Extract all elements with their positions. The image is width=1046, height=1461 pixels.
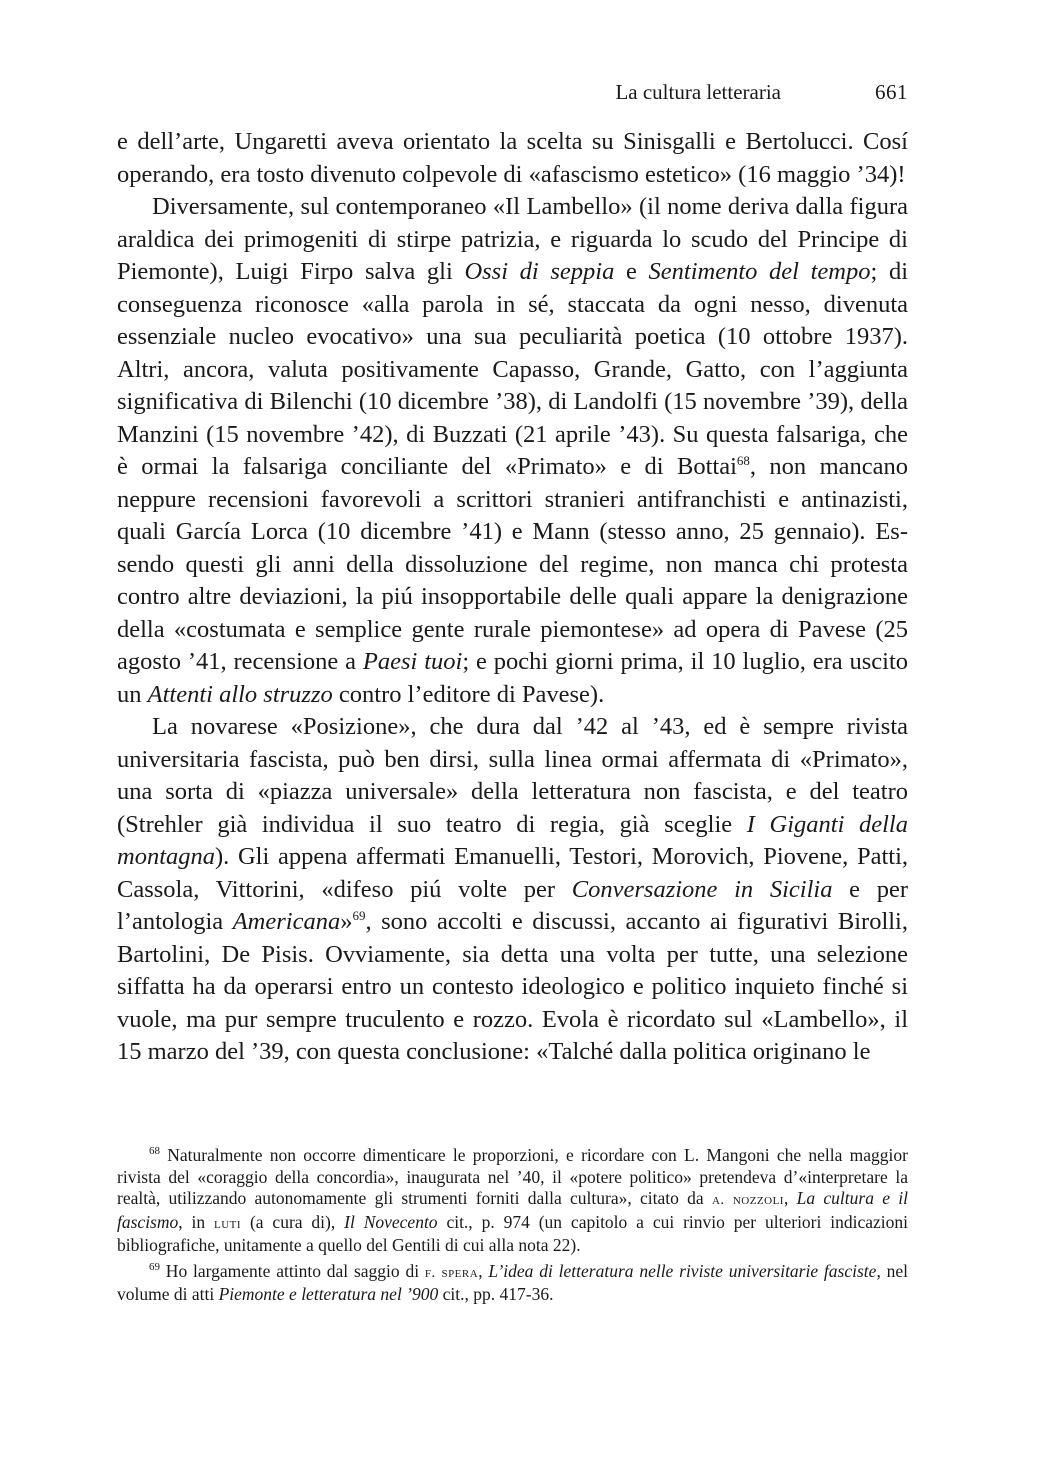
- text-run: ,: [783, 1188, 797, 1208]
- text-run: , in: [178, 1211, 215, 1232]
- text-run: Diversamente, sul contemporaneo «Il Lambello» (il nome deriva dalla figura araldica dei primogeniti di stirpe patrizia, e riguarda lo scudo del Principe di Piemonte), Luigi Firpo salva gli: [117, 193, 908, 285]
- italic-title: L’idea di letteratura nelle riviste universitarie fasciste: [488, 1260, 877, 1281]
- italic-title: Conversazione in Sicilia: [571, 875, 833, 903]
- footnote-marker: 69: [352, 907, 366, 923]
- text-run: , sono accolti e discussi, accanto ai figurativi Birolli, Bartolini, De Pisis. Ovviamente, sia detta una volta per tutte, una selezione siffatta ha da operarsi entro un contesto ideologico e politico inquieto finché si vuole, ma pur sempre truculento e rozzo. Evola è ricordato sul «Lambello», il 15 marzo del ’39, con questa conclusione: «Talché dalla politica originano le: [117, 908, 908, 1065]
- author-name: a. nozzoli: [711, 1192, 784, 1208]
- text-run: ; e pochi giorni prima, il 10 luglio, era uscito un: [117, 648, 909, 708]
- text-run: »: [340, 908, 353, 935]
- text-run: contro l’editore di Pavese).: [332, 680, 605, 708]
- author-name: luti: [214, 1215, 242, 1232]
- text-run: Naturalmente non occorre dimenticare le proporzioni, e ricordare con L. Mangoni che nella maggior rivista del «coraggio della concordia», inaugurata nel ’40, il «potere politico» pretendeva d’«interpretare la realtà, utilizzando autonomamente gli strumenti forniti dalla cultura», citato da: [117, 1145, 908, 1208]
- author-name: f. spera: [424, 1264, 479, 1281]
- footnote-marker: 69: [149, 1260, 160, 1273]
- text-run: ). Gli appena affermati Emanuelli, Testori, Morovich, Piovene, Patti, Cassola, Vittorini, «difeso piú volte per: [117, 843, 908, 903]
- text-run: La novarese «Posizione», che dura dal ’42 al ’43, ed è sempre rivista universitaria fascista, può ben dirsi, sulla linea ormai affermata di «Primato», una sorta di «piazza universale» della letteratura non fascista, e del teatro (Strehler già individua il suo teatro di regia, già sceglie: [117, 713, 908, 838]
- text-run: e dell’arte, Ungaretti aveva orientato la scelta su Sinisgalli e Bertolucci. Cosí operando, era tosto divenuto colpevole di «afascismo estetico» (16 maggio ’34)!: [117, 128, 908, 188]
- footnote-marker: 68: [149, 1145, 160, 1158]
- text-run: ,: [478, 1260, 489, 1281]
- main-text: [117, 126, 908, 1069]
- running-title: La cultura letteraria: [615, 80, 781, 104]
- italic-title: I Giganti della montagna: [117, 810, 908, 870]
- text-run: (a cura di),: [241, 1211, 345, 1232]
- italic-title: Sentimento del tempo: [648, 258, 871, 285]
- text-run: e: [614, 258, 649, 285]
- text-run: Ho largamente attinto dal saggio di: [160, 1260, 425, 1281]
- footnote-69: [117, 1261, 908, 1306]
- text-run: , nel volume di atti: [117, 1260, 909, 1304]
- footnote-68: [117, 1145, 908, 1257]
- footnote-marker: 68: [736, 452, 750, 468]
- running-header: [117, 80, 908, 105]
- italic-title: Il Novecento: [344, 1211, 438, 1232]
- text-run: cit., p. 974 (un capitolo a cui rinvio per ulteriori indicazioni bibliografiche, unitamente a quello del Gentili di cui alla nota 22).: [117, 1211, 909, 1255]
- italic-title: Attenti allo struzzo: [147, 680, 333, 708]
- italic-title: Piemonte e letteratura nel ’900: [218, 1284, 439, 1304]
- paragraph: [117, 191, 908, 711]
- text-run: , non mancano neppure recensioni favorevoli a scrittori stranieri antifranchisti e antinazisti, quali García Lorca (10 dicembre ’41) e Mann (stesso anno, 25 gennaio). Essendo questi gli anni della dissoluzione del regime, non manca chi protesta contro altre deviazioni, la piú insopportabile delle quali appare la denigrazione della «costumata e semplice gente rurale piemontese» ad opera di Pavese (25 agosto ’41, recensione a: [117, 453, 909, 675]
- paragraph: [117, 711, 908, 1069]
- text-run: e per l’antologia: [117, 875, 908, 935]
- italic-title: Ossi di seppia: [464, 258, 615, 285]
- italic-title: Paesi tuoi: [362, 648, 463, 675]
- italic-title: Americana: [232, 908, 341, 935]
- text-run: ; di conseguenza riconosce «alla parola in sé, staccata da ogni nesso, divenuta essenziale nucleo evocativo» una sua peculiarità poetica (10 ottobre 1937). Altri, ancora, valuta positivamente Capasso, Grande, Gatto, con l’aggiunta significativa di Bilenchi (10 dicembre ’38), di Landolfi (15 novembre ’39), della Manzini (15 novembre ’42), di Buzzati (21 aprile ’43). Su questa falsariga, che è ormai la falsariga conciliante del «Primato» e di Bottai: [117, 258, 908, 480]
- text-run: cit., pp. 417-36.: [438, 1284, 554, 1304]
- italic-title: La cultura e il fascismo: [117, 1188, 908, 1232]
- paragraph: [117, 126, 908, 191]
- page-number: 661: [875, 80, 908, 104]
- footnotes: [117, 1145, 908, 1306]
